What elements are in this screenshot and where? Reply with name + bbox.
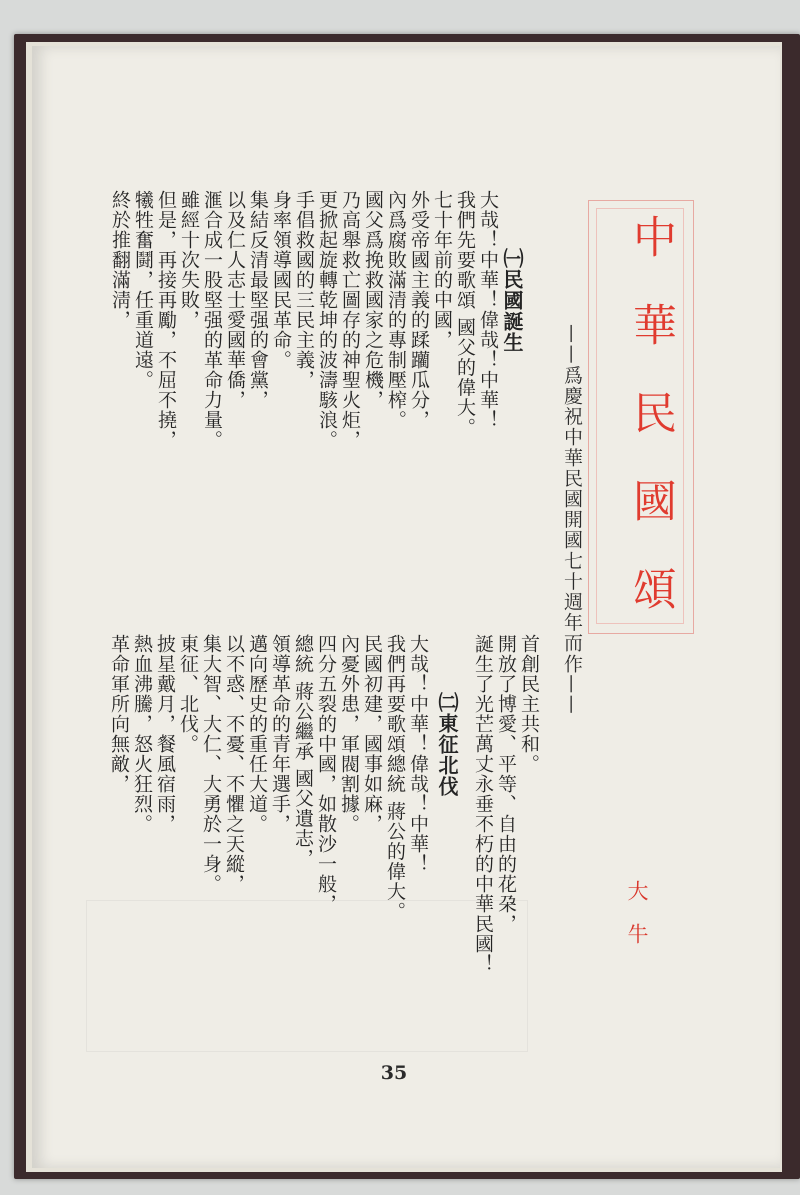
poem-line: 開放了博愛、平等、自由的花朶， [495, 634, 517, 934]
poem-line: 以及仁人志士愛國華僑， [224, 190, 246, 410]
poem-line: 犧牲奮鬪，任重道遠。 [132, 190, 154, 390]
poem-line: 披星戴月，餐風宿雨， [154, 634, 176, 834]
section-one-heading: ㈠民國誕生 [500, 248, 524, 353]
poem-line: 熱血沸騰，怒火狂烈。 [131, 634, 153, 834]
author-name: 大牛 [625, 880, 649, 966]
poem-line: 領導革命的青年選手， [269, 634, 291, 834]
poem-line: 更掀起旋轉乾坤的波濤駭浪。 [316, 190, 338, 450]
poem-line: 以不惑、不憂、不懼之天縱， [223, 634, 245, 894]
poem-line: 民國初建，國事如麻， [361, 634, 383, 834]
poem-line: 終於推翻滿淸， [109, 190, 131, 330]
poem-line: 我們先要歌頌 國父的偉大。 [454, 190, 476, 438]
poem-line: 大哉！中華！偉哉！中華！ [407, 634, 429, 874]
poem-line: 四分五裂的中國，如散沙一般， [315, 634, 337, 914]
poem-line: 但是，再接再勵，不屈不撓， [155, 190, 177, 450]
subtitle: ——爲慶祝中華民國開國七十週年而作—— [561, 324, 583, 716]
poem-line: 七十年前的中國， [431, 190, 453, 350]
poem-line: 大哉！中華！偉哉！中華！ [477, 190, 499, 430]
poem-line: 邁向歷史的重任大道。 [246, 634, 268, 834]
poem-line: 總統 蔣公繼承 國父遺志， [292, 634, 314, 869]
poem-line: 滙合成一股堅强的革命力量。 [201, 190, 223, 450]
poem-title: 中華民國頌 [625, 214, 676, 654]
page-number: 35 [380, 1062, 408, 1084]
poem-line: 國父爲挽救國家之危機， [362, 190, 384, 410]
poem-line: 東征、北伐。 [177, 634, 199, 754]
poem-line: 手倡救國的三民主義， [293, 190, 315, 390]
show-through-block [86, 900, 528, 1052]
poem-line: 乃高舉救亡圖存的神聖火炬， [339, 190, 361, 450]
poem-line: 集結反清最堅强的會黨， [247, 190, 269, 410]
poem-line: 集大智、大仁、大勇於一身。 [200, 634, 222, 894]
poem-line: 革命軍所向無敵， [108, 634, 130, 794]
poem-line: 外受帝國主義的蹂躪瓜分， [408, 190, 430, 430]
poem-line: 首創民主共和。 [518, 634, 540, 774]
poem-line: 內憂外患，軍閥割據。 [338, 634, 360, 834]
poem-line: 內爲腐敗滿清的專制壓榨。 [385, 190, 407, 430]
section-two-heading: ㈡東征北伐 [435, 692, 459, 797]
poem-line: 雖經十次失敗， [178, 190, 200, 330]
poem-line: 身率領導國民革命。 [270, 190, 292, 370]
poem-line: 我們再要歌頌總統 蔣公的偉大。 [384, 634, 406, 922]
poem-line: 誕生了光芒萬丈永垂不朽的中華民國！ [472, 634, 494, 974]
